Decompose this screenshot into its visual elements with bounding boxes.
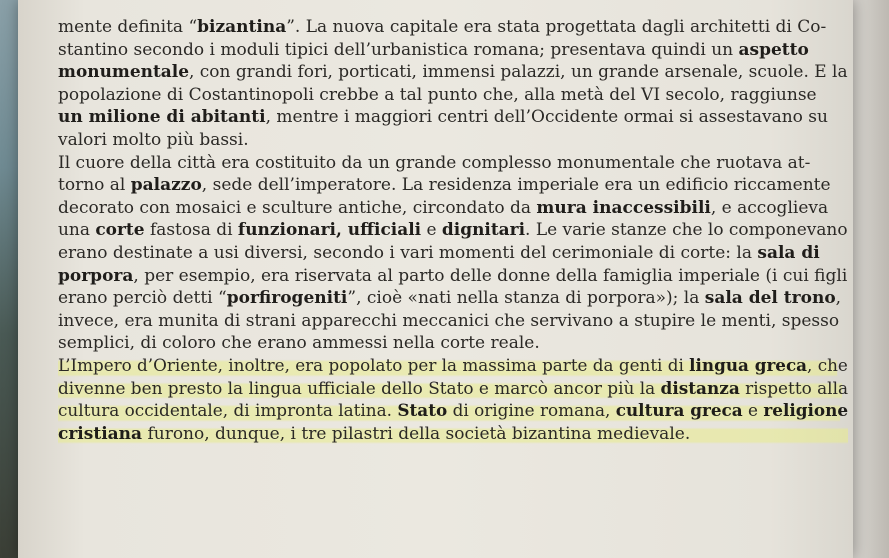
bold-term: funzionari, ufficiali (237, 220, 422, 241)
text-line (58, 16, 848, 39)
text-line (58, 400, 849, 423)
bold-term: religione (763, 401, 849, 422)
bold-term: sala di (757, 242, 820, 263)
text-line (58, 423, 848, 446)
bold-term: porpora (58, 265, 134, 286)
bold-term: cristiana (58, 423, 143, 444)
text-line (58, 287, 848, 310)
text-run: , (835, 288, 842, 309)
text-run: e (742, 401, 764, 422)
text-line (58, 378, 849, 401)
text-line (58, 106, 848, 129)
text-run: , per esempio, era riservata al parto delle donne della famiglia imperiale (i cui figli (133, 265, 848, 286)
text-run: . Le varie stanze che lo componevano (525, 220, 848, 241)
text-run: erano perciò detti “ (58, 288, 227, 309)
text-run: L’Impero d’Oriente, inoltre, era popolato per la massima parte da genti di (58, 355, 690, 376)
paragraph-palace (58, 152, 848, 355)
text-run: , che (807, 355, 848, 376)
text-run: , con grandi fori, porticati, immensi palazzi, un grande arsenale, scuole. E la (189, 62, 848, 83)
text-line (58, 197, 848, 220)
text-run: , mentre i maggiori centri dell’Occidente ormai si assestavano su (265, 107, 828, 128)
text-line (58, 310, 848, 333)
paragraph-capital-city (58, 16, 848, 152)
bold-term: porfirogeniti (226, 288, 348, 309)
text-run: popolazione di Costantinopoli crebbe a tal punto che, alla metà del VI secolo, raggiunse (58, 84, 817, 105)
bold-term: monumentale (58, 62, 190, 83)
text-run: cultura occidentale, di impronta latina. (58, 401, 398, 422)
text-line (58, 84, 848, 107)
page-text (58, 16, 848, 445)
bold-term: bizantina (197, 17, 287, 37)
text-run: stantino secondo i moduli tipici dell’urbanistica romana; presentava quindi un (58, 39, 739, 60)
text-line (58, 152, 848, 175)
bold-term: corte (95, 220, 145, 241)
paragraph-greek-language (58, 355, 848, 445)
bold-term: aspetto (738, 39, 809, 60)
bold-term: lingua greca (689, 355, 808, 376)
text-run: furono, dunque, i tre pilastri della società bizantina medievale. (142, 423, 691, 444)
bold-term: distanza (660, 378, 740, 399)
text-run: ”, cioè «nati nella stanza di porpora»); la (347, 288, 705, 309)
text-line (58, 242, 848, 265)
text-run: erano destinate a usi diversi, secondo i vari momenti del cerimoniale di corte: la (58, 242, 758, 263)
text-run: di origine romana, (447, 401, 616, 422)
text-line (58, 332, 848, 355)
text-line (58, 129, 848, 152)
text-run: divenne ben presto la lingua ufficiale dello Stato e marcò ancor più la (58, 378, 661, 399)
text-line (58, 61, 846, 84)
text-run: torno al (58, 175, 131, 196)
text-run: decorato con mosaici e sculture antiche, circondato da (58, 197, 537, 218)
text-run: invece, era munita di strani apparecchi meccanici che servivano a stupire le menti, spesso (58, 310, 840, 331)
text-line (58, 265, 848, 288)
bold-term: palazzo (130, 175, 202, 196)
bold-term: sala del trono (704, 288, 836, 309)
text-line (58, 39, 848, 62)
text-line (58, 219, 846, 242)
text-run: una (58, 220, 96, 241)
text-run: Il cuore della città era costituito da un grande complesso monumentale che ruotava at- (58, 152, 811, 173)
book-page (18, 0, 853, 558)
text-run: ”. La nuova capitale era stata progettata dagli architetti di Co- (286, 17, 827, 37)
text-run: valori molto più bassi. (58, 129, 249, 150)
text-run: rispetto alla (739, 378, 849, 399)
bold-term: cultura greca (615, 401, 743, 422)
bold-term: Stato (397, 401, 448, 422)
text-run: mente definita “ (58, 17, 198, 37)
text-run: , sede dell’imperatore. La residenza imperiale era un edificio riccamente (201, 175, 831, 196)
text-line (58, 355, 848, 378)
bold-term: un milione di abitanti (58, 107, 266, 128)
text-run: fastosa di (144, 220, 238, 241)
bold-term: dignitari (441, 220, 526, 241)
text-line (58, 174, 848, 197)
bold-term: mura inaccessibili (536, 197, 711, 218)
text-run: e (421, 220, 442, 241)
text-run: semplici, di coloro che erano ammessi nella corte reale. (58, 333, 540, 354)
text-run: , e accoglieva (710, 197, 829, 218)
